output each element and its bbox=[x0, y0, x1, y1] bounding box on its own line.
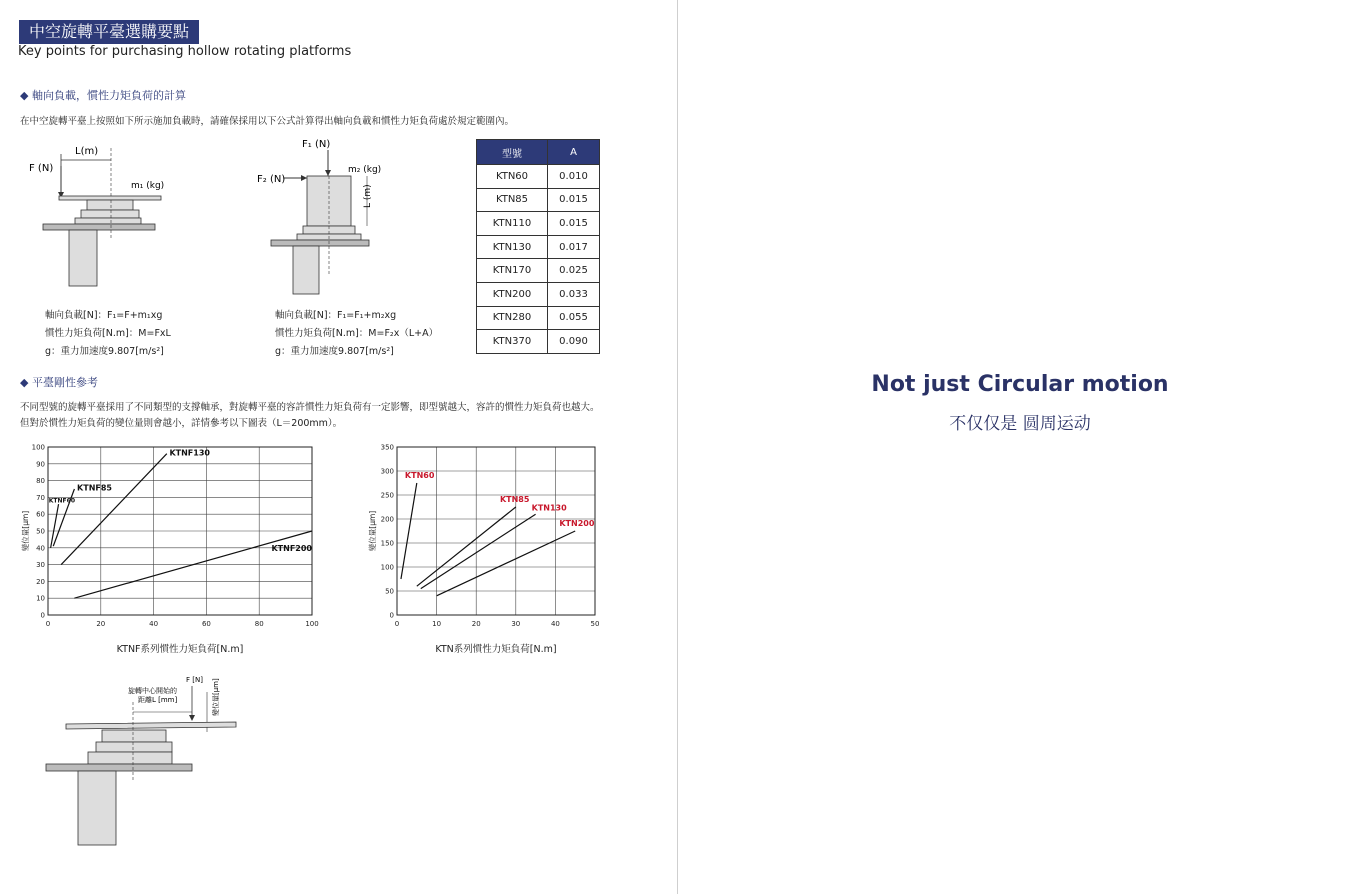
table-cell-a: 0.025 bbox=[548, 259, 600, 283]
table-row bbox=[477, 306, 600, 330]
series-label-ktn85: KTN85 bbox=[499, 495, 530, 505]
axial-load-diagram-1 bbox=[25, 138, 175, 293]
x-tick-label: 40 bbox=[550, 620, 560, 628]
y-tick-label: 350 bbox=[380, 443, 394, 452]
formula-1-line-2: 慣性力矩負荷[N.m]：M=FxL bbox=[45, 328, 171, 339]
label-F1: F₁ (N) bbox=[302, 139, 331, 150]
ktnf-displacement-chart bbox=[18, 440, 328, 635]
series-label-ktn200: KTN200 bbox=[559, 519, 595, 529]
x-tick-label: 100 bbox=[305, 620, 319, 628]
y-tick-label: 60 bbox=[36, 510, 45, 519]
label-F: F (N) bbox=[29, 163, 54, 174]
table-cell-model: KTN110 bbox=[477, 212, 548, 236]
ktn-displacement-chart bbox=[365, 440, 605, 635]
page-divider bbox=[677, 0, 678, 894]
table-cell-model: KTN60 bbox=[477, 165, 548, 189]
y-tick-label: 50 bbox=[385, 587, 394, 596]
y-tick-label: 10 bbox=[36, 594, 45, 603]
table-row bbox=[477, 212, 600, 236]
table-cell-model: KTN130 bbox=[477, 235, 548, 259]
y-tick-label: 300 bbox=[380, 467, 394, 476]
table-cell-model: KTN85 bbox=[477, 188, 548, 212]
y-tick-label: 0 bbox=[389, 611, 394, 620]
label-displacement: 變位量[μm] bbox=[212, 678, 220, 716]
section-heading-load: ◆ 軸向負載，慣性力矩負荷的計算 bbox=[20, 89, 186, 102]
formula-2-line-1: 軸向負載[N]：F₁=F₁+m₂xg bbox=[275, 310, 397, 321]
table-header-row bbox=[477, 140, 600, 165]
table-row bbox=[477, 235, 600, 259]
table-cell-model: KTN280 bbox=[477, 306, 548, 330]
table-row bbox=[477, 282, 600, 306]
table-cell-a: 0.055 bbox=[548, 306, 600, 330]
x-tick-label: 20 bbox=[96, 620, 106, 628]
x-tick-label: 40 bbox=[149, 620, 159, 628]
y-tick-label: 50 bbox=[36, 527, 45, 536]
table-cell-a: 0.010 bbox=[548, 165, 600, 189]
y-tick-label: 80 bbox=[36, 477, 45, 486]
series-label-ktnf85: KTNF85 bbox=[77, 483, 112, 493]
formula-block-2 bbox=[275, 307, 438, 361]
table-cell-a: 0.033 bbox=[548, 282, 600, 306]
y-tick-label: 100 bbox=[380, 563, 394, 572]
x-tick-label: 10 bbox=[432, 620, 442, 628]
x-tick-label: 20 bbox=[471, 620, 481, 628]
y-tick-label: 200 bbox=[380, 515, 394, 524]
y-axis-label: 變位量[μm] bbox=[21, 510, 30, 552]
section-heading-rigidity: ◆ 平臺剛性參考 bbox=[20, 376, 98, 389]
label-L-vertical: L (m) bbox=[363, 184, 373, 208]
right-page-subtitle: 不仅仅是 圆周运动 bbox=[949, 414, 1091, 434]
table-cell-a: 0.015 bbox=[548, 188, 600, 212]
section-description-rigidity bbox=[20, 400, 620, 432]
series-label-ktn130: KTN130 bbox=[531, 503, 567, 513]
table-cell-a: 0.015 bbox=[548, 212, 600, 236]
formula-1-line-3: g：重力加速度9.807[m/s²] bbox=[45, 346, 164, 357]
formula-block-1 bbox=[45, 307, 171, 361]
label-center-distance-line1: 旋轉中心開始的 bbox=[128, 687, 177, 695]
table-cell-a: 0.090 bbox=[548, 330, 600, 354]
page-subtitle: Key points for purchasing hollow rotating platforms bbox=[18, 44, 352, 59]
right-page-title: Not just Circular motion bbox=[871, 372, 1169, 397]
page-title-box bbox=[19, 20, 199, 44]
series-label-ktn60: KTN60 bbox=[404, 471, 435, 481]
rigidity-description-line-2: 但對於慣性力矩負荷的變位量則會越小，詳情參考以下圖表（L＝200mm）。 bbox=[20, 418, 343, 429]
y-tick-label: 100 bbox=[31, 443, 45, 452]
x-tick-label: 30 bbox=[511, 620, 521, 628]
y-tick-label: 30 bbox=[36, 561, 45, 570]
x-tick-label: 60 bbox=[201, 620, 211, 628]
series-line-ktn130 bbox=[421, 514, 536, 588]
model-coefficient-table bbox=[476, 139, 600, 354]
series-label-ktnf60: KTNF60 bbox=[48, 497, 76, 505]
section-description-load: 在中空旋轉平臺上按照如下所示施加負載時，請確保採用以下公式計算得出軸向負載和慣性力矩負荷處於規定範圍內。 bbox=[20, 116, 515, 127]
x-tick-label: 80 bbox=[254, 620, 264, 628]
rigidity-measurement-diagram bbox=[40, 672, 240, 850]
y-tick-label: 250 bbox=[380, 491, 394, 500]
label-center-distance-line2: 距離L [mm] bbox=[138, 696, 178, 704]
rigidity-description-line-1: 不同型號的旋轉平臺採用了不同類型的支撐軸承，對旋轉平臺的容許慣性力矩負荷有一定影響，即型號越大，容許的慣性力矩負荷也越大。 bbox=[20, 402, 600, 413]
x-tick-label: 0 bbox=[394, 620, 400, 628]
table-cell-model: KTN200 bbox=[477, 282, 548, 306]
y-tick-label: 150 bbox=[380, 539, 394, 548]
label-F2: F₂ (N) bbox=[257, 174, 286, 185]
label-m1: m₁ (kg) bbox=[131, 181, 165, 191]
y-tick-label: 70 bbox=[36, 493, 45, 502]
y-axis-label: 變位量[μm] bbox=[368, 510, 377, 552]
y-tick-label: 20 bbox=[36, 577, 45, 586]
x-tick-label: 50 bbox=[590, 620, 600, 628]
formula-2-line-3: g：重力加速度9.807[m/s²] bbox=[275, 346, 394, 357]
series-label-ktnf130: KTNF130 bbox=[169, 448, 210, 458]
table-row bbox=[477, 330, 600, 354]
table-header-model: 型號 bbox=[477, 140, 548, 165]
axial-load-diagram-2 bbox=[255, 136, 405, 298]
y-tick-label: 40 bbox=[36, 544, 45, 553]
table-header-a: A bbox=[548, 140, 600, 165]
label-L: L(m) bbox=[75, 146, 99, 157]
table-row bbox=[477, 259, 600, 283]
formula-1-line-1: 軸向負載[N]：F₁=F+m₁xg bbox=[45, 310, 163, 321]
chart-2-xlabel: KTN系列慣性力矩負荷[N.m] bbox=[435, 644, 557, 655]
x-tick-label: 0 bbox=[45, 620, 51, 628]
label-force-F: F [N] bbox=[186, 676, 203, 684]
series-line-ktn200 bbox=[437, 531, 576, 596]
table-cell-model: KTN170 bbox=[477, 259, 548, 283]
table-row bbox=[477, 188, 600, 212]
series-line-ktn60 bbox=[401, 483, 417, 579]
formula-2-line-2: 慣性力矩負荷[N.m]：M=F₂x（L+A） bbox=[275, 328, 439, 339]
series-label-ktnf200: KTNF200 bbox=[271, 544, 312, 554]
label-m2: m₂ (kg) bbox=[348, 165, 382, 175]
page-title: 中空旋轉平臺選購要點 bbox=[29, 22, 190, 41]
table-row bbox=[477, 165, 600, 189]
y-tick-label: 90 bbox=[36, 460, 45, 469]
table-cell-a: 0.017 bbox=[548, 235, 600, 259]
y-tick-label: 0 bbox=[40, 611, 45, 620]
table-cell-model: KTN370 bbox=[477, 330, 548, 354]
chart-1-xlabel: KTNF系列慣性力矩負荷[N.m] bbox=[116, 644, 244, 655]
